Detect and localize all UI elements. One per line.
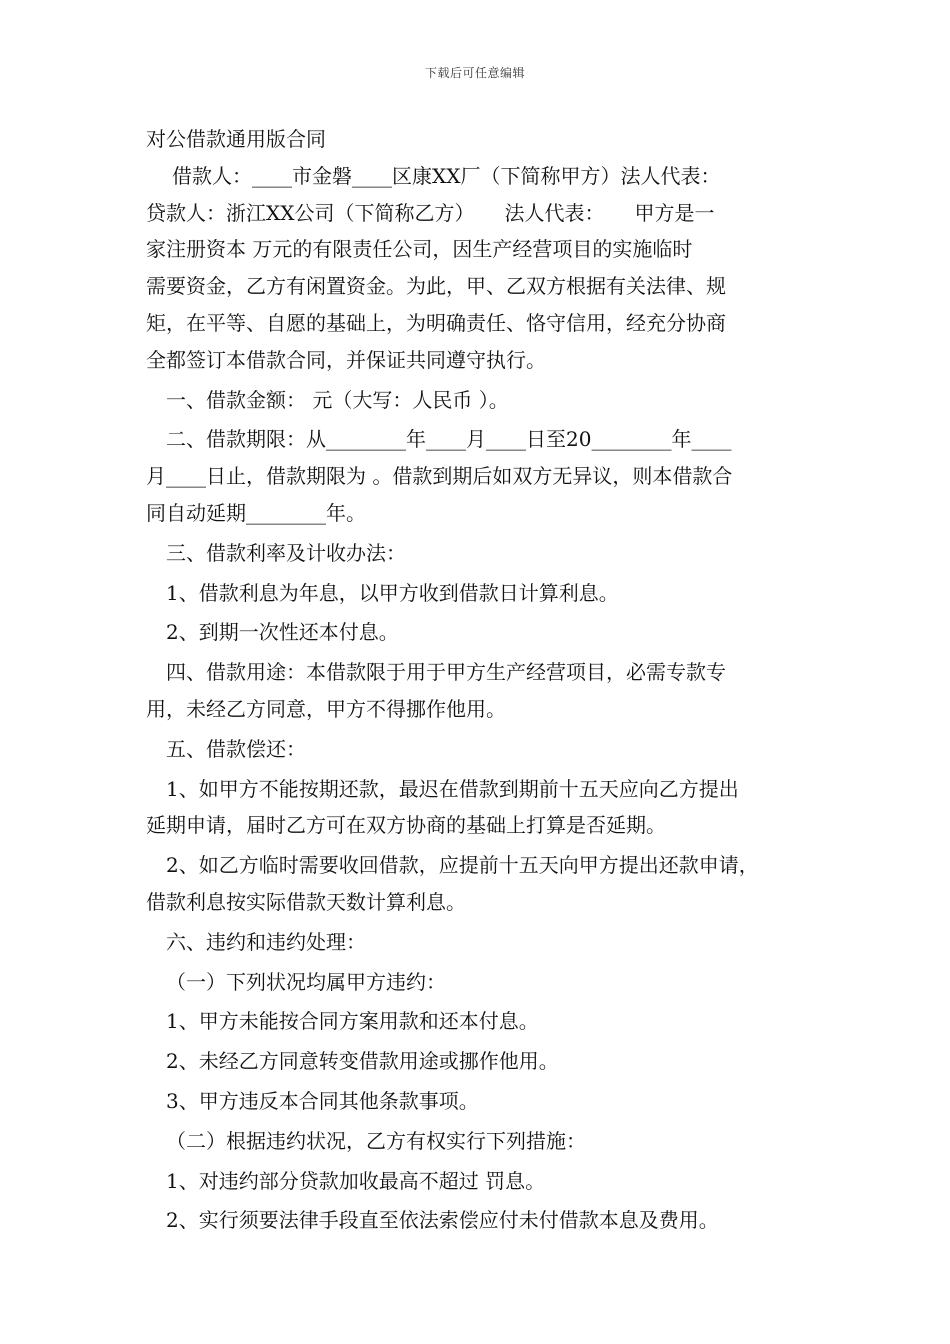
list-item: 2、如乙方临时需要收回借款，应提前十五天向甲方提出还款申请， — [166, 853, 759, 878]
page-header: 下载后可任意编辑 — [424, 66, 525, 80]
list-item: 2、实行须要法律手段直至依法索偿应付未付借款本息及费用。 — [166, 1208, 719, 1233]
section-heading: 五、借款偿还： — [166, 736, 306, 761]
list-item: 1、借款利息为年息，以甲方收到借款日计算利息。 — [166, 580, 619, 605]
section-heading: 四、借款用途：本借款限于用于甲方生产经营项目，必需专款专 — [166, 660, 726, 685]
text-line: 贷款人：浙江XX公司（下简称乙方） 法人代表： 甲方是一 — [146, 200, 715, 225]
list-item: 1、甲方未能按合同方案用款和还本付息。 — [166, 1009, 539, 1034]
list-item: 2、未经乙方同意转变借款用途或挪作他用。 — [166, 1049, 559, 1074]
text-line: 同自动延期________年。 — [146, 500, 366, 525]
section-heading: 二、借款期限：从________年____月____日至20________年____ — [166, 427, 732, 452]
text-line: 月____日止，借款期限为 。借款到期后如双方无异议，则本借款合 — [146, 464, 733, 489]
text-line: 全都签订本借款合同，并保证共同遵守执行。 — [146, 347, 546, 372]
text-line: 需要资金，乙方有闲置资金。为此，甲、乙双方根据有关法律、规 — [146, 274, 726, 299]
list-item: 3、甲方违反本合同其他条款事项。 — [166, 1088, 479, 1113]
contract-title: 对公借款通用版合同 — [146, 127, 326, 151]
section-heading: 一、借款金额： 元（大写：人民币 ）。 — [166, 387, 509, 412]
text-line: 延期申请，届时乙方可在双方协商的基础上打算是否延期。 — [146, 813, 666, 838]
section-heading: 三、借款利率及计收办法： — [166, 540, 406, 565]
list-item: 2、到期一次性还本付息。 — [166, 620, 399, 645]
list-item: 1、如甲方不能按期还款，最迟在借款到期前十五天应向乙方提出 — [166, 776, 739, 801]
text-line: 用，未经乙方同意，甲方不得挪作他用。 — [146, 696, 506, 721]
subsection-heading: （一）下列状况均属甲方违约： — [166, 969, 446, 994]
text-line: 家注册资本 万元的有限责任公司，因生产经营项目的实施临时 — [146, 237, 693, 262]
subsection-heading: （二）根据违约状况，乙方有权实行下列措施： — [166, 1128, 586, 1153]
section-heading: 六、违约和违约处理： — [166, 929, 366, 954]
contract-body — [146, 121, 826, 1239]
text-line: 借款利息按实际借款天数计算利息。 — [146, 889, 466, 914]
text-line: 矩，在平等、自愿的基础上，为明确责任、恪守信用，经充分协商 — [146, 310, 726, 335]
list-item: 1、对违约部分贷款加收最高不超过 罚息。 — [166, 1168, 546, 1193]
text-line: 借款人：____市金磐____区康XX厂（下简称甲方）法人代表： — [172, 163, 721, 188]
